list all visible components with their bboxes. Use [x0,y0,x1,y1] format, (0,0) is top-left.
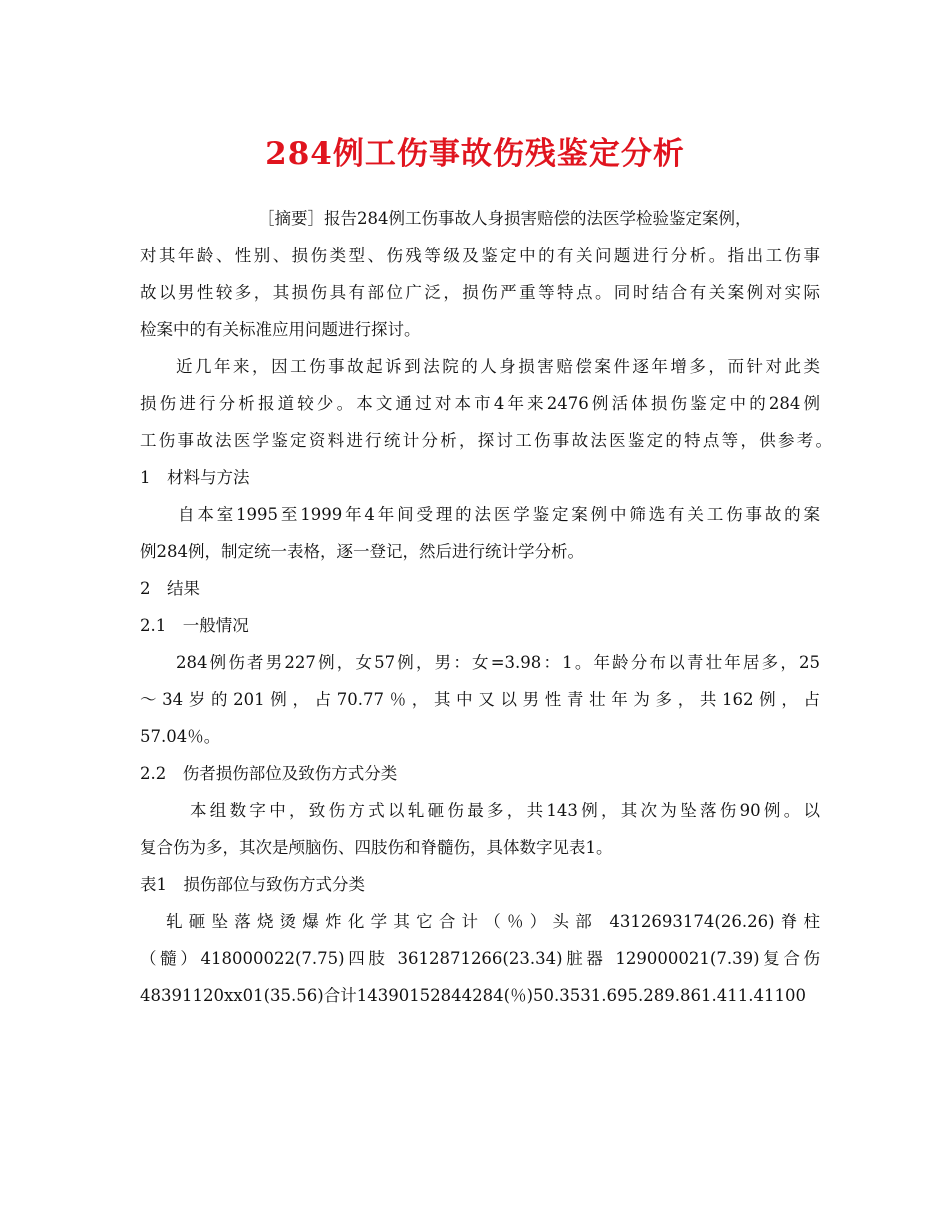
methods-line-1: 自本室1995至1999年4年间受理的法医学鉴定案例中筛选有关工伤事故的案 [178,505,820,524]
injury-line-1: 本组数字中，致伤方式以轧砸伤最多，共143例，其次为坠落伤90例。以 [190,801,820,820]
intro-line-2: 损伤进行分析报道较少。本文通过对本市4年来2476例活体损伤鉴定中的284例 [140,394,820,413]
section-heading-2: 2 结果 [140,579,200,598]
table-caption: 表1 损伤部位与致伤方式分类 [140,875,365,894]
methods-line-2: 例284例，制定统一表格，逐一登记，然后进行统计学分析。 [140,542,584,561]
table-text-line-1: 轧砸坠落烧烫爆炸化学其它合计（％）头部 4312693174(26.26)脊柱 [166,912,820,931]
general-line-3: 57.04％。 [140,727,221,746]
intro-line-1: 近几年来，因工伤事故起诉到法院的人身损害赔偿案件逐年增多，而针对此类 [176,357,820,376]
document-title: 284例工伤事故伤残鉴定分析 [265,136,685,172]
injury-line-2: 复合伤为多，其次是颅脑伤、四肢伤和脊髓伤，具体数字见表1。 [140,838,613,857]
abstract-line-4: 检案中的有关标准应用问题进行探讨。 [140,320,421,339]
subsection-heading-2-2: 2.2 伤者损伤部位及致伤方式分类 [140,764,398,783]
table-text-line-3: 48391120xx01(35.56)合计14390152844284(％)50.3531.695.289.861.411.41100 [140,986,806,1005]
abstract-line-2: 对其年龄、性别、损伤类型、伤残等级及鉴定中的有关问题进行分析。指出工伤事 [140,246,820,265]
abstract-line-3: 故以男性较多，其损伤具有部位广泛，损伤严重等特点。同时结合有关案例对实际 [140,283,820,302]
general-line-1: 284例伤者男227例，女57例，男：女=3.98：1。年龄分布以青壮年居多，25 [176,653,820,672]
general-line-2: ～34岁的201例，占70.77％，其中又以男性青壮年为多，共162例，占 [140,690,820,709]
section-heading-1: 1 材料与方法 [140,468,250,487]
abstract-line-1: ［摘要］报告284例工伤事故人身损害赔偿的法医学检验鉴定案例， [258,209,752,228]
subsection-heading-2-1: 2.1 一般情况 [140,616,249,635]
intro-line-3: 工伤事故法医学鉴定资料进行统计分析，探讨工伤事故法医鉴定的特点等，供参考。 [140,431,832,450]
table-text-line-2: （髓）418000022(7.75)四肢 3612871266(23.34)脏器 129000021(7.39)复合伤 [140,949,820,968]
